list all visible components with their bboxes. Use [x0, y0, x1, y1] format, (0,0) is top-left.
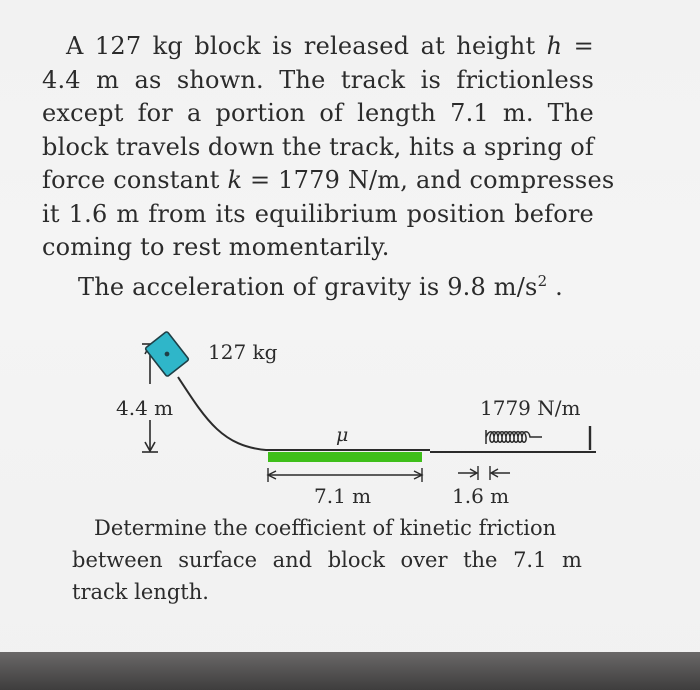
problem-line-5: force constant k = 1779 N/m, and compresses	[42, 166, 615, 194]
problem-line-7: coming to rest momentarily.	[42, 233, 390, 261]
question-line-1: Determine the coefficient of kinetic friction	[94, 516, 557, 540]
height-label: 4.4 m	[116, 396, 174, 420]
question-text	[72, 512, 582, 608]
friction-patch	[268, 452, 422, 462]
problem-line-6: it 1.6 m from its equilibrium position before	[42, 199, 594, 228]
spring	[486, 426, 590, 450]
problem-line-4: block travels down the track, hits a spring of	[42, 132, 594, 161]
block	[145, 331, 189, 377]
ramp-curve	[178, 377, 430, 450]
friction-coefficient-label: μ	[336, 424, 349, 446]
compression-label: 1.6 m	[452, 484, 510, 508]
problem-line-8: The acceleration of gravity is 9.8 $m/s^2$ .	[78, 271, 563, 301]
friction-length-dimension	[268, 468, 422, 482]
problem-line-3: except for a portion of length 7.1 m. The	[42, 99, 594, 127]
problem-line-1: A 127 kg block is released at height h =	[66, 32, 594, 60]
spring-constant-label: 1779 N/m	[480, 396, 581, 420]
friction-length-label: 7.1 m	[314, 484, 372, 508]
compression-dimension	[458, 466, 510, 480]
problem-line-2: 4.4 m as shown. The track is frictionless	[42, 65, 594, 94]
question-line-3: track length.	[72, 580, 209, 604]
question-line-2: between surface and block over the 7.1 m	[72, 548, 582, 572]
mass-label: 127 kg	[208, 340, 278, 364]
